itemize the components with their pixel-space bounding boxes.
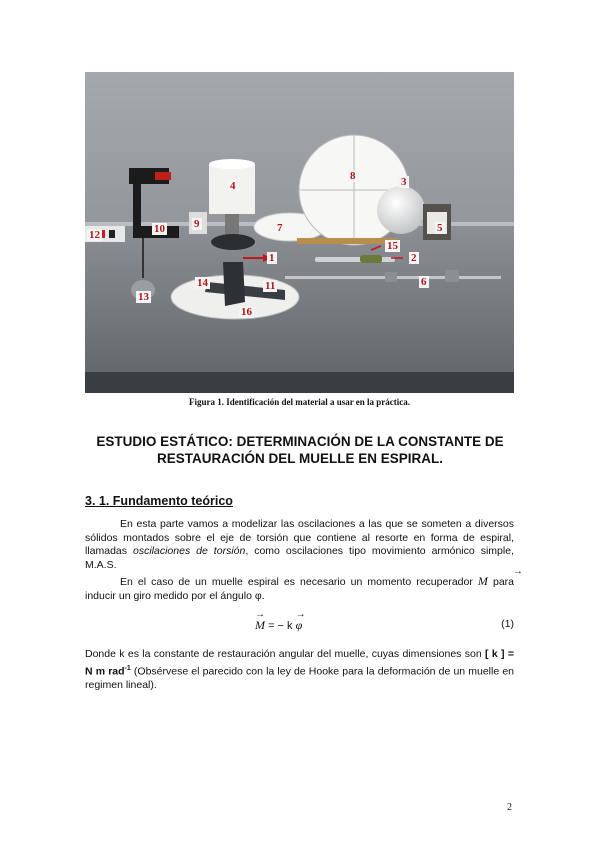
photo-label: 7 — [277, 222, 283, 234]
photo-label: 3 — [401, 176, 407, 188]
lab-equipment-photo — [85, 72, 514, 393]
photo-label: 8 — [350, 170, 356, 182]
section-title: 3. 1. Fundamento teórico — [85, 494, 233, 508]
page-number: 2 — [507, 802, 512, 813]
photo-label: 13 — [138, 291, 149, 303]
equation — [255, 618, 302, 633]
figure-caption: Figura 1. Identificación del material a usar en la práctica. — [188, 397, 411, 407]
photo-illustration — [85, 72, 514, 393]
equation-number: (1) — [501, 618, 514, 630]
paragraph-intro — [85, 518, 514, 572]
photo-label: 12 — [89, 229, 100, 241]
heading-line-2: RESTAURACIÓN DEL MUELLE EN ESPIRAL. — [156, 451, 444, 466]
photo-label: 1 — [269, 252, 275, 264]
photo-label: 14 — [197, 277, 208, 289]
equation-middle: = − k — [268, 620, 293, 632]
italic-term: oscilaciones de torsión — [133, 545, 246, 557]
equation-lhs: → M — [255, 618, 265, 632]
photo-label: 16 — [241, 306, 252, 318]
paragraph-text: (Obsérvese el parecido con la ley de Hooke para la deformación de un muelle en regimen lineal). — [85, 665, 515, 691]
paragraph-constant — [85, 648, 514, 692]
photo-label: 9 — [194, 218, 200, 230]
photo-label: 6 — [421, 276, 427, 288]
moment-vector-symbol: → M — [478, 574, 488, 588]
paragraph-text: , como oscilaciones tipo movimiento armónico simple, M.A.S. — [85, 545, 514, 571]
photo-label: 10 — [154, 223, 165, 235]
heading-line-1: ESTUDIO ESTÁTICO: DETERMINACIÓN DE LA CONSTANTE DE — [96, 434, 504, 449]
chapter-heading — [60, 433, 540, 467]
paragraph-moment — [85, 575, 514, 603]
paragraph-text: para inducir un giro medido por el ángulo φ. — [85, 576, 515, 602]
paragraph-text: Donde k es la constante de restauración angular del muelle, cuyas dimensiones son — [85, 648, 486, 660]
dimension-formula: [ k ] = N m rad — [85, 648, 514, 677]
photo-label: 11 — [265, 280, 276, 292]
photo-label: 15 — [387, 240, 398, 252]
equation-rhs: → φ — [296, 618, 303, 632]
paragraph-text: En esta parte vamos a modelizar las oscilaciones a las que se someten a diversos sólidos montados sobre el eje de torsión que contiene al resorte en forma de espiral, llamadas — [85, 518, 514, 557]
photo-label: 2 — [411, 252, 417, 264]
dimension-exponent: -1 — [124, 664, 131, 672]
equation-row — [85, 618, 514, 636]
photo-label: 5 — [437, 222, 443, 234]
paragraph-text: En el caso de un muelle espiral es necesario un momento recuperador — [120, 576, 478, 588]
photo-label: 4 — [230, 180, 236, 192]
